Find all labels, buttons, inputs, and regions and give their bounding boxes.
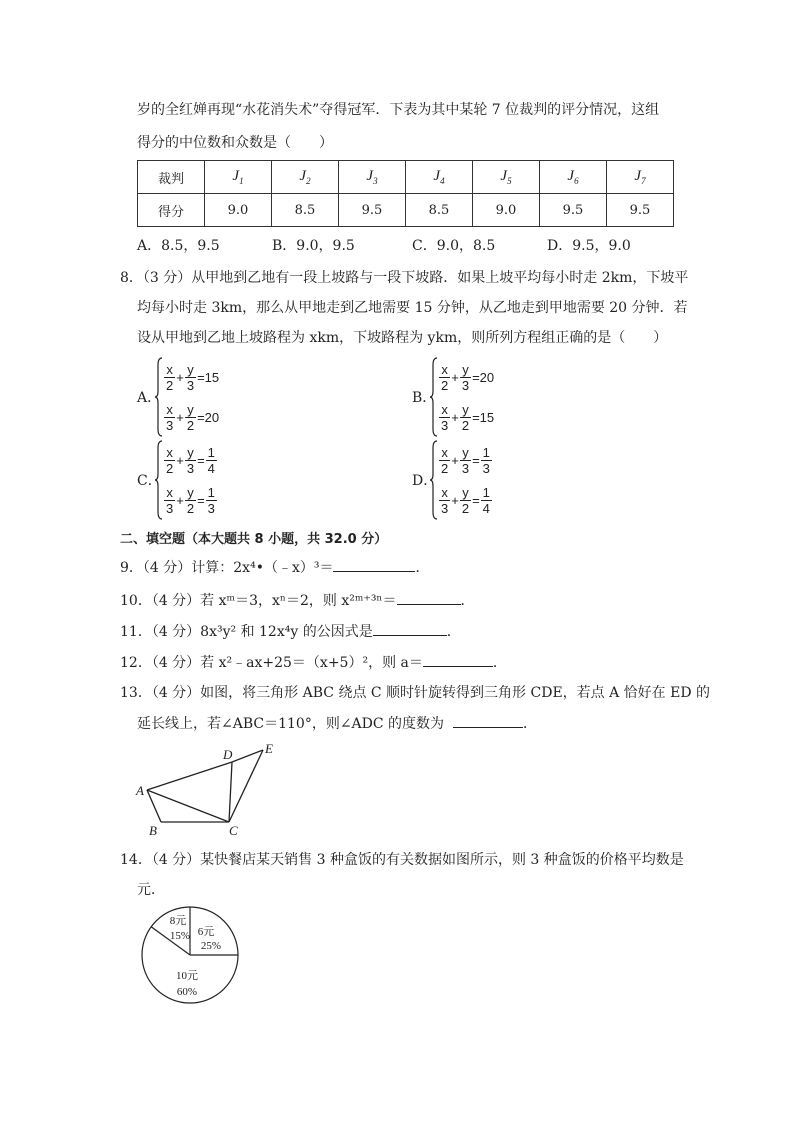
- question-text: （4 分）若 x²﹣ax+25＝（x+5）²，则 a＝: [151, 655, 423, 671]
- denominator: 2: [166, 460, 174, 476]
- denominator: 3: [186, 460, 195, 476]
- fraction: [481, 485, 492, 516]
- fraction: [164, 485, 175, 516]
- fraction: [185, 362, 196, 393]
- numerator: y: [187, 361, 194, 377]
- numerator: x: [441, 444, 448, 460]
- point-label-b: B: [149, 823, 157, 838]
- q14-line2: 元．: [137, 882, 165, 898]
- answer-blank[interactable]: [423, 652, 493, 667]
- equation-system: [163, 359, 219, 435]
- triangle-diagram: [130, 740, 290, 840]
- q8-line3: 设从甲地到乙地上坡路程为 xkm，下坡路程为 ykm，则所列方程组正确的是（ ）: [137, 330, 668, 346]
- numerator: x: [166, 401, 173, 417]
- question-end: ．: [460, 593, 475, 609]
- question-end: ．: [415, 560, 430, 576]
- slice-label-10-price: 10元: [176, 970, 198, 982]
- denominator: 2: [441, 460, 449, 476]
- fraction: [185, 485, 196, 516]
- answer-blank[interactable]: [373, 621, 447, 636]
- denominator: 3: [461, 377, 470, 393]
- denominator: 2: [441, 377, 449, 393]
- denominator: 3: [482, 460, 490, 476]
- rhs: 15: [204, 369, 220, 385]
- numerator: 1: [482, 484, 490, 500]
- numerator: 1: [482, 444, 490, 460]
- table-cell: 9.5: [339, 194, 406, 227]
- numerator: 1: [207, 484, 215, 500]
- question-end: ．: [492, 655, 507, 671]
- brace-icon: [155, 440, 163, 520]
- fraction: [439, 362, 450, 393]
- equation: $\frac{x}{2}$ + $\frac{y}{3}$ = $\frac{1}{4}$: [166, 444, 215, 476]
- rhs: 20: [204, 409, 220, 425]
- table-cell: 裁判: [138, 161, 205, 194]
- option-label: C．: [137, 473, 162, 489]
- pie-chart: [140, 905, 240, 1005]
- q13-line2: [137, 713, 537, 734]
- denominator: 3: [166, 417, 174, 433]
- table-row: [138, 194, 674, 227]
- option-label: B．: [412, 390, 437, 406]
- numerator: x: [441, 401, 448, 417]
- fraction: [164, 362, 175, 393]
- table-cell: 8.5: [272, 194, 339, 227]
- brace-icon: [155, 357, 163, 437]
- option-label: D．: [412, 473, 438, 489]
- question-end: ．: [446, 624, 461, 640]
- question-number: 11．: [120, 624, 152, 640]
- equation-system: [163, 442, 218, 518]
- denominator: 4: [482, 500, 490, 516]
- denominator: 3: [441, 417, 449, 433]
- point-label-e: E: [265, 741, 273, 756]
- segment-dc: [229, 762, 232, 822]
- equation: $\frac{x}{3}$ + $\frac{y}{2}$ = $\frac{1}{3}$: [166, 484, 215, 516]
- rhs: 20: [479, 369, 495, 385]
- table-row: [138, 161, 674, 194]
- numerator: y: [462, 444, 469, 460]
- point-label-c: C: [229, 823, 238, 838]
- numerator: x: [166, 444, 173, 460]
- point-label-a: A: [136, 783, 144, 798]
- q8-option-d: [412, 440, 493, 520]
- numerator: x: [441, 361, 448, 377]
- question-text: 延长线上，若∠ABC＝110°，则∠ADC 的度数为: [137, 716, 445, 732]
- q9: [120, 557, 429, 578]
- question-end: ．: [522, 716, 537, 732]
- table-cell: 8.5: [406, 194, 473, 227]
- q11: [120, 621, 461, 642]
- numerator: 1: [207, 444, 215, 460]
- fraction: [460, 402, 471, 433]
- question-text: （4 分）8x³y² 和 12x⁴y 的公因式是: [151, 624, 373, 640]
- segment-ad: [147, 762, 232, 790]
- q8-line2: 均每小时走 3km，那么从甲地走到乙地需要 15 分钟，从乙地走到甲地需要 20 分钟．若: [137, 300, 688, 316]
- table-cell: 9.0: [473, 194, 540, 227]
- slice-label-6-price: 6元: [197, 926, 215, 938]
- fraction: [185, 402, 196, 433]
- denominator: 2: [166, 377, 174, 393]
- equation-system: [438, 359, 494, 435]
- numerator: y: [187, 484, 194, 500]
- fraction: [164, 445, 175, 476]
- fraction: [185, 445, 196, 476]
- q8-option-a: [137, 357, 219, 437]
- denominator: 3: [166, 500, 174, 516]
- fraction: [460, 485, 471, 516]
- numerator: x: [166, 484, 173, 500]
- answer-blank[interactable]: [333, 557, 415, 572]
- table-cell: $J_7$: [607, 161, 674, 194]
- q14-line1: 14．（4 分）某快餐店某天销售 3 种盒饭的有关数据如图所示，则 3 种盒饭的价格平均数是: [120, 852, 684, 868]
- numerator: y: [187, 401, 194, 417]
- fraction: [460, 362, 471, 393]
- denominator: 3: [186, 377, 195, 393]
- fraction: [206, 485, 217, 516]
- q7-option-c: C．9.0，8.5: [412, 238, 496, 254]
- equation: $\frac{x}{3}$ + $\frac{y}{2}$ = 15: [441, 401, 495, 433]
- brace-icon: [430, 440, 438, 520]
- denominator: 2: [186, 417, 195, 433]
- q7-line2: 得分的中位数和众数是（ ）: [137, 135, 333, 151]
- denominator: 2: [186, 500, 195, 516]
- answer-blank[interactable]: [397, 590, 461, 605]
- fraction: [439, 485, 450, 516]
- question-text: （4 分）若 xᵐ＝3，xⁿ＝2，则 x²ᵐ⁺³ⁿ＝: [151, 593, 397, 609]
- denominator: 3: [461, 460, 470, 476]
- equation: $\frac{x}{3}$ + $\frac{y}{2}$ = $\frac{1}{4}$: [441, 484, 490, 516]
- denominator: 3: [441, 500, 449, 516]
- q8-option-b: [412, 357, 494, 437]
- equation: $\frac{x}{2}$ + $\frac{y}{3}$ = 15: [166, 361, 220, 393]
- question-number: 12．: [120, 655, 152, 671]
- numerator: y: [462, 361, 469, 377]
- fraction: [439, 402, 450, 433]
- numerator: y: [462, 484, 469, 500]
- answer-blank[interactable]: [453, 713, 523, 728]
- table-cell: $J_3$: [339, 161, 406, 194]
- equation-system: [438, 442, 493, 518]
- table-cell: 得分: [138, 194, 205, 227]
- table-cell: $J_2$: [272, 161, 339, 194]
- table-cell: $J_5$: [473, 161, 540, 194]
- table-cell: 9.5: [607, 194, 674, 227]
- fraction: [206, 445, 217, 476]
- table-cell: $J_4$: [406, 161, 473, 194]
- q7-option-b: B．9.0，9.5: [272, 238, 355, 254]
- slice-label-8-pct: 15%: [169, 930, 191, 942]
- q10: [120, 590, 475, 611]
- section-heading: 二、填空题（本大题共 8 小题，共 32.0 分）: [120, 532, 388, 547]
- question-text: （4 分）计算：2x⁴•（﹣x）³＝: [142, 560, 334, 576]
- question-number: 9．: [120, 560, 143, 576]
- numerator: y: [187, 444, 194, 460]
- numerator: x: [166, 361, 173, 377]
- q13-line1: 13．（4 分）如图，将三角形 ABC 绕点 C 顺时针旋转得到三角形 CDE，若点 A 恰好在 ED 的: [120, 685, 711, 701]
- q7-option-d: D．9.5，9.0: [547, 238, 631, 254]
- numerator: x: [441, 484, 448, 500]
- q8-line1: 8．（3 分）从甲地到乙地有一段上坡路与一段下坡路．如果上坡平均每小时走 2km，下坡平: [120, 270, 689, 286]
- fraction: [439, 445, 450, 476]
- point-label-d: D: [223, 747, 233, 762]
- slice-label-10-pct: 60%: [176, 986, 198, 998]
- table-cell: $J_6$: [540, 161, 607, 194]
- denominator: 3: [207, 500, 215, 516]
- score-table: [137, 160, 674, 227]
- q12: [120, 652, 507, 673]
- q7-option-a: A．8.5，9.5: [137, 238, 220, 254]
- table-cell: 9.5: [540, 194, 607, 227]
- q8-option-c: [137, 440, 218, 520]
- equation: $\frac{x}{2}$ + $\frac{y}{3}$ = $\frac{1}{3}$: [441, 444, 490, 476]
- fraction: [481, 445, 492, 476]
- question-number: 10．: [120, 593, 152, 609]
- table-cell: $J_1$: [205, 161, 272, 194]
- fraction: [460, 445, 471, 476]
- numerator: y: [462, 401, 469, 417]
- option-label: A．: [137, 390, 162, 406]
- denominator: 2: [461, 500, 470, 516]
- denominator: 4: [207, 460, 215, 476]
- slice-label-8-price: 8元: [169, 915, 187, 927]
- rhs: 15: [479, 409, 495, 425]
- fraction: [164, 402, 175, 433]
- table-cell: 9.0: [205, 194, 272, 227]
- q7-line1: 岁的全红婵再现“水花消失术”夺得冠军．下表为其中某轮 7 位裁判的评分情况，这组: [137, 102, 660, 118]
- brace-icon: [430, 357, 438, 437]
- equation: $\frac{x}{3}$ + $\frac{y}{2}$ = 20: [166, 401, 220, 433]
- equation: $\frac{x}{2}$ + $\frac{y}{3}$ = 20: [441, 361, 495, 393]
- slice-label-6-pct: 25%: [200, 940, 222, 952]
- denominator: 2: [461, 417, 470, 433]
